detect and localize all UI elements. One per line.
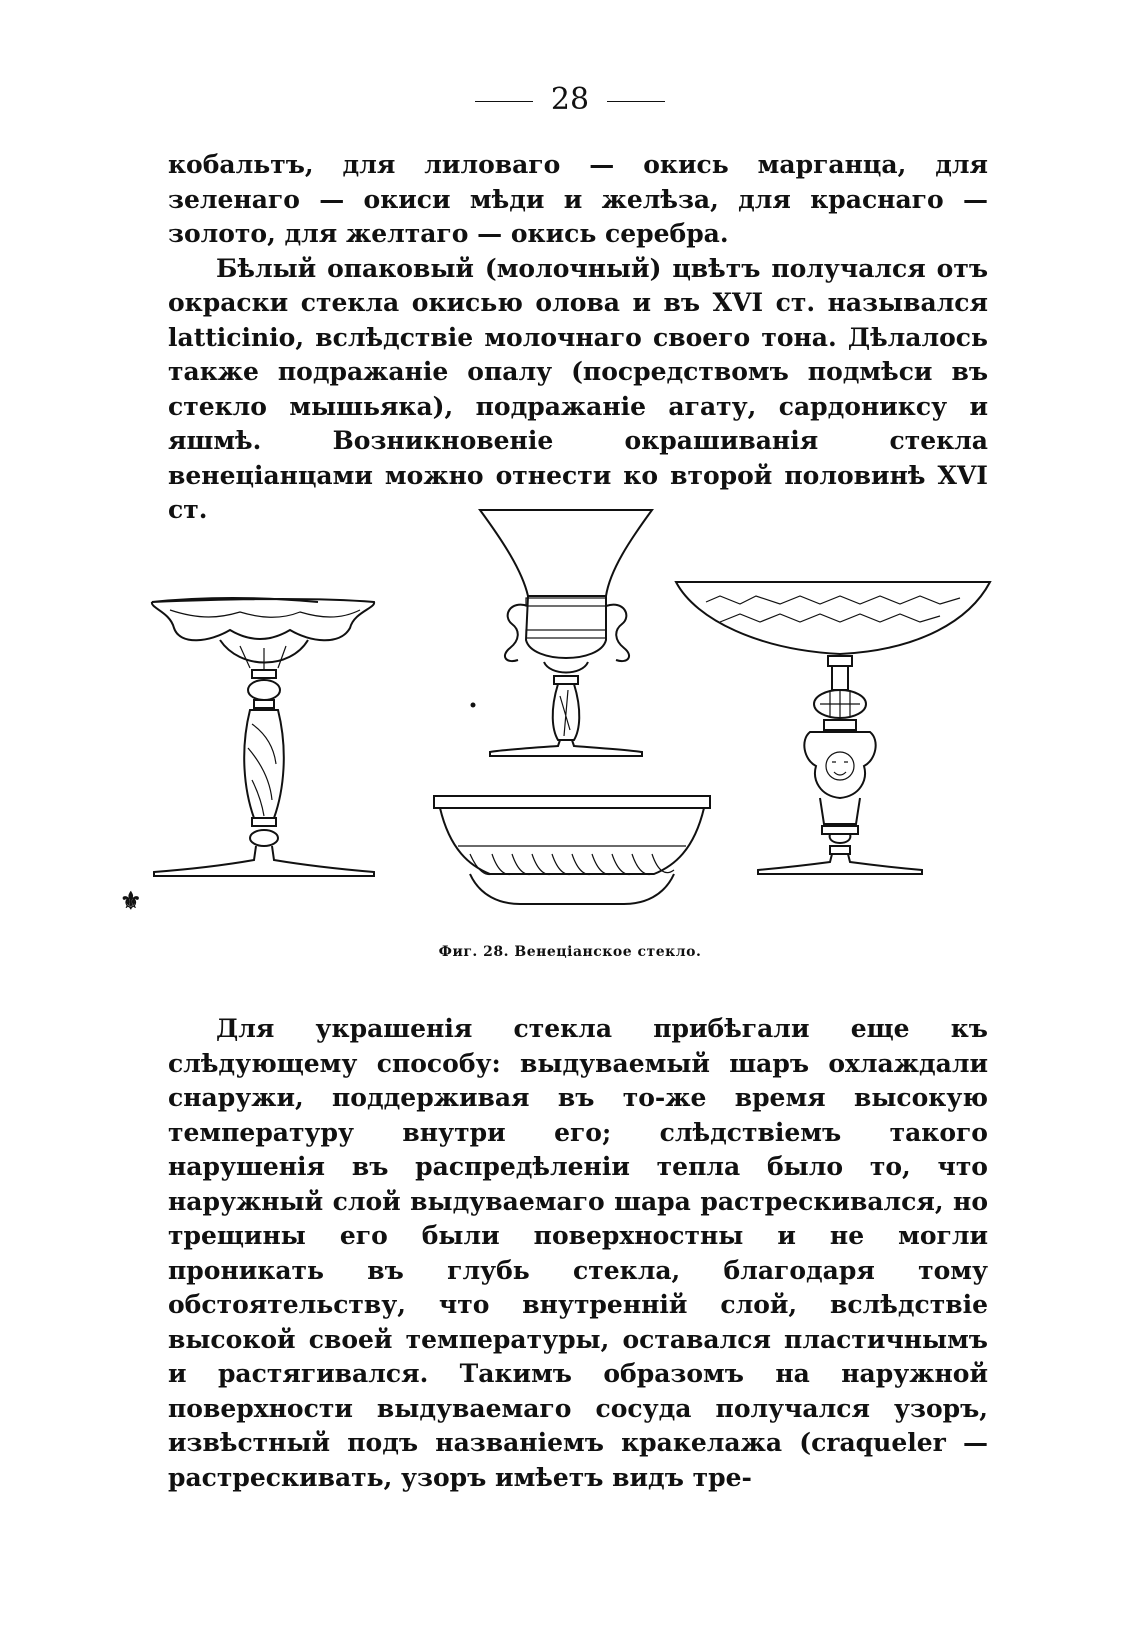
left-tazza-drawing <box>152 598 374 876</box>
paragraph-1: кобальтъ, для лиловаго — окись марганца, для зеленаго — окиси мѣди и желѣза, для краснаго — золото, для желтаго — окись серебра. <box>168 150 988 248</box>
right-dash <box>607 101 665 102</box>
bowl-drawing <box>434 796 710 904</box>
page-number-text: 28 <box>550 82 590 117</box>
venetian-glass-illustration <box>140 500 1020 930</box>
paragraph-2: Бѣлый опаковый (молочный) цвѣтъ получался отъ окраски стекла окисью олова и въ XVI ст. назывался latticinio, вслѣдствіе молочнаго своего тона. Дѣлалось также подражаніе опалу (посредствомъ подмѣси въ стекло мышьяка), подражаніе агату, сардониксу и яшмѣ. Возникновеніе окрашиванія стекла венеціанцами можно отнести ко второй половинѣ XVI ст. <box>168 253 988 524</box>
top-text-block <box>168 148 988 528</box>
printer-ornament-icon: ⚜ <box>120 886 142 915</box>
left-dash <box>475 101 533 102</box>
bottom-text-block <box>168 1012 988 1495</box>
right-tazza-drawing <box>676 582 990 874</box>
figure-caption: Фиг. 28. Венеціанское стекло. <box>438 944 702 960</box>
glassware-drawing <box>140 500 1020 930</box>
dot-mark <box>471 703 476 708</box>
center-goblet-drawing <box>480 510 652 756</box>
paragraph-3: Для украшенія стекла прибѣгали еще къ слѣдующему способу: выдуваемый шаръ охлаждали снаружи, поддерживая въ то-же время высокую температуру внутри его; слѣдствіемъ такого нарушенія въ распредѣленіи тепла было то, что наружный слой выдуваемаго шара растрескивался, но трещины его были поверхностны и не могли проникать въ глубь стекла, благодаря тому обстоятельству, что внутренній слой, вслѣдствіе высокой своей температуры, оставался пластичнымъ и растягивался. Такимъ образомъ на наружной поверхности выдуваемаго сосуда получался узоръ, извѣстный подъ названіемъ кракелажа (craqueler — растрескивать, узоръ имѣетъ видъ тре- <box>168 1014 988 1492</box>
page-number <box>0 82 1140 118</box>
